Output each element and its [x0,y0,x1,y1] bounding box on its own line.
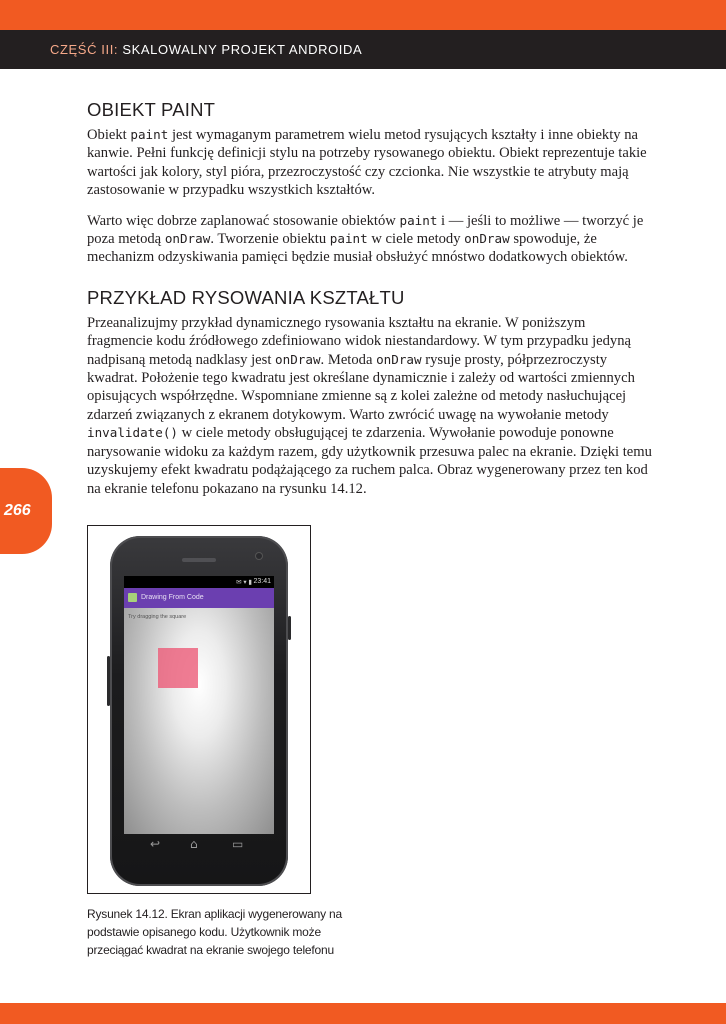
inline-code: invalidate() [87,425,178,441]
top-accent-bar [0,0,726,30]
paragraph-text: Przeanalizujmy przykład dynamicznego rysowania kształtu na ekranie. W poniższym fragmencie kodu źródłowego zdefiniowano widok niestandardowy. W tym przypadku jedyną nadpisaną metodą nadklasy jest [87,314,632,368]
figure-caption: Rysunek 14.12. Ekran aplikacji wygenerowany na podstawie opisanego kodu. Użytkownik może przeciągać kwadrat na ekranie swojego telefonu [87,907,342,957]
page-number: 266 [4,502,31,519]
inline-code: onDraw [376,351,422,367]
home-icon[interactable]: ⌂ [190,837,198,851]
page-number-tab [0,468,52,554]
volume-button [107,656,110,706]
paragraph [87,212,652,267]
paragraph [87,126,652,200]
back-icon[interactable]: ↩ [150,837,161,851]
bottom-accent-bar [0,1003,726,1024]
paragraph-text: i — jeśli to możliwe — tworzyć je poza metodą [87,212,644,248]
inline-code: paint [130,127,169,142]
paragraph-text: Obiekt [87,127,131,143]
status-icons: ✉ ▾ ▮ [236,579,252,586]
main-content [87,98,652,498]
inline-code: paint [329,231,368,247]
inline-code: paint [399,212,438,228]
part-title [50,42,362,57]
power-button [288,616,291,640]
paragraph-text: spowoduje, że mechanizm odzyskiwania pamięci będzie musiał obsłużyć mnóstwo dodatkowych obiektów. [87,231,628,266]
camera-icon [256,553,262,559]
paragraph-text: w ciele metody [367,231,465,248]
paragraph-text: . Metoda [320,351,377,368]
paragraph-text: rysuje prosty, półprzezroczysty kwadrat. Położenie tego kwadratu jest określane dynamicznie i zależy od wartości zmiennych opisujących współrzędne. Wspomniane zmienne są z kolei zależne od metody nasłuchującej zdarzeń związanych z ekranem dotykowym. Warto zwrócić uwagę na wywołanie metody [87,351,635,423]
status-bar [124,576,274,588]
speaker-grille [182,558,216,562]
status-time: 23:41 [253,578,271,585]
recent-apps-icon[interactable]: ▭ [232,837,244,851]
app-title: Drawing From Code [141,594,204,601]
running-header [0,30,726,69]
paragraph-text: jest wymaganym parametrem wielu metod rysujących kształty i inne obiekty na kanwie. Pełni funkcję definicji stylu na potrzeby rysowanego obiektu. Obiekt reprezentuje takie wartości jak kolory, styl pióra, przezroczystość czy czcionka. Nie wszystkie te atrybuty mają zastosowanie w przypadku wszystkich kształtów. [87,127,647,199]
inline-code: onDraw [164,231,211,247]
hint-text: Try dragging the square [128,614,187,620]
app-action-bar [124,588,274,608]
phone-image [110,536,288,886]
paragraph-text: . Tworzenie obiektu [210,231,330,248]
part-prefix: CZĘŚĆ III: [50,42,119,57]
figure-frame [87,525,311,894]
draggable-square[interactable] [158,648,198,688]
phone-screen [124,576,274,834]
section-heading-example: PRZYKŁAD RYSOWANIA KSZTAŁTU [87,286,405,308]
paragraph [87,314,652,498]
part-name: SKALOWALNY PROJEKT ANDROIDA [122,42,363,57]
app-launcher-icon [128,593,137,602]
inline-code: onDraw [275,351,321,367]
paragraph-text: w ciele metody obsługującej te zdarzenia. Wywołanie powoduje ponowne narysowanie widoku za każdym razem, gdy użytkownik przesuwa palec na ekranie. Dzięki temu uzyskujemy efekt kwadratu podążającego za ruchem palca. Obraz wygenerowany przez ten kod na ekranie telefonu pokazano na rysunku 14.12. [87,425,652,497]
inline-code: onDraw [464,231,510,247]
section-heading-paint: OBIEKT PAINT [87,99,216,120]
phone-nav-bar [124,834,274,858]
paragraph-text: Warto więc dobrze zaplanować stosowanie obiektów [87,212,400,229]
